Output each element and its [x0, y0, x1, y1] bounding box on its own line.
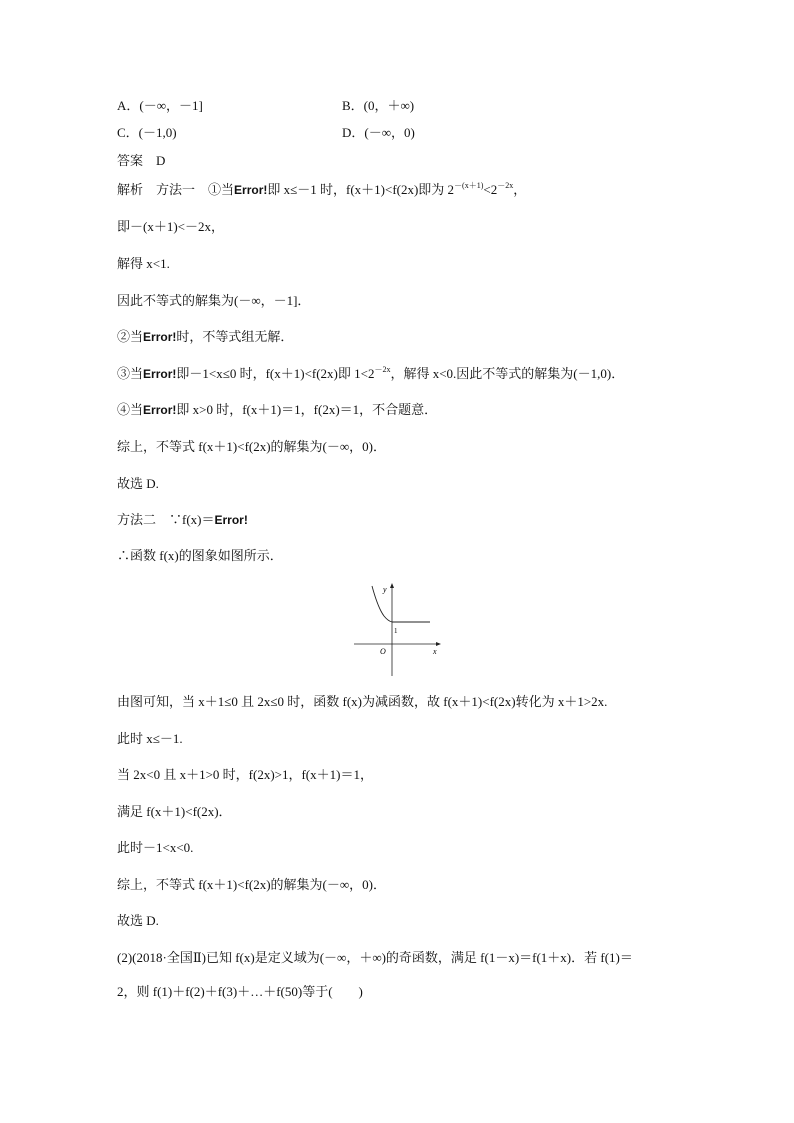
option-d: D．(－∞，0): [342, 125, 415, 140]
m1-l1-b: 即 x≤－1 时，f(x＋1)<f(2x)即为 2: [267, 182, 455, 197]
error-text: Error!: [234, 183, 268, 197]
method2-line3: 由图可知，当 x＋1≤0 且 2x≤0 时，函数 f(x)为减函数，故 f(x＋1)<f(2x)转化为 x＋1>2x.: [117, 694, 608, 709]
method2-line7: 此时－1<x<0.: [117, 840, 194, 855]
error-text: Error!: [143, 403, 177, 417]
problem2-line1: (2)(2018·全国Ⅱ)已知 f(x)是定义域为(－∞，＋∞)的奇函数，满足 f(1－x)＝f(1＋x)．若 f(1)＝: [117, 950, 633, 965]
y-axis-label: y: [383, 585, 387, 594]
y-axis-arrow: [390, 583, 394, 588]
method2-line9: 故选 D.: [117, 913, 159, 928]
method1-line9: 故选 D.: [117, 476, 159, 491]
decreasing-curve: [372, 586, 392, 622]
method1-line8: 综上，不等式 f(x＋1)<f(2x)的解集为(－∞，0)．: [117, 439, 386, 454]
x-axis-arrow: [436, 642, 441, 646]
x-axis-label: x: [433, 647, 437, 656]
method2-line5: 当 2x<0 且 x＋1>0 时，f(2x)>1，f(x＋1)＝1，: [117, 767, 373, 782]
m1-l5-b: 时，不等式组无解．: [176, 329, 294, 344]
method1-line2: 即－(x＋1)<－2x，: [117, 219, 224, 234]
method2-line1: [117, 512, 248, 528]
function-graph: [350, 578, 445, 678]
m1-l6-exp: －2x: [374, 364, 391, 374]
m1-l7-a: ④当: [117, 402, 144, 417]
option-a: A．(－∞，－1]: [117, 98, 203, 113]
method1-line4: 因此不等式的解集为(－∞，－1]．: [117, 293, 311, 308]
answer-line: 答案 D: [117, 153, 166, 168]
m1-l1-c: <2: [483, 182, 498, 197]
m1-l1-exp2: －2x: [497, 180, 514, 190]
m1-l6-c: ，解得 x<0.因此不等式的解集为(－1,0)．: [390, 366, 625, 381]
m1-l6-b: 即－1<x≤0 时，f(x＋1)<f(2x)即 1<2: [176, 366, 375, 381]
error-text: Error!: [214, 513, 248, 527]
method2-line6: 满足 f(x＋1)<f(2x)．: [117, 804, 232, 819]
option-b: B．(0，＋∞): [342, 98, 415, 113]
error-text: Error!: [143, 367, 177, 381]
one-label: 1: [394, 627, 398, 635]
m1-l5-a: ②当: [117, 329, 144, 344]
method2-line8: 综上，不等式 f(x＋1)<f(2x)的解集为(－∞，0)．: [117, 877, 386, 892]
problem2-line2: 2，则 f(1)＋f(2)＋f(3)＋…＋f(50)等于( ): [117, 984, 363, 999]
m1-l6-a: ③当: [117, 366, 144, 381]
m2-l1-a: 方法二 ∵f(x)＝: [117, 512, 215, 527]
method1-line6: [117, 366, 624, 382]
m1-l1-d: ，: [513, 182, 527, 197]
m1-l1-exp1: －(x＋1): [454, 180, 484, 190]
method1-line1: [117, 182, 526, 198]
method1-line7: [117, 402, 437, 418]
m1-l7-b: 即 x>0 时，f(x＋1)＝1，f(2x)＝1，不合题意．: [176, 402, 438, 417]
origin-label: O: [380, 647, 386, 656]
method2-line4: 此时 x≤－1.: [117, 731, 183, 746]
method1-line5: [117, 329, 293, 345]
method1-line3: 解得 x<1.: [117, 256, 170, 271]
method2-line2: ∴函数 f(x)的图象如图所示．: [117, 548, 283, 563]
error-text: Error!: [143, 330, 177, 344]
m1-l1-a: 解析 方法一 ①当: [117, 182, 235, 197]
option-c: C．(－1,0): [117, 125, 177, 140]
